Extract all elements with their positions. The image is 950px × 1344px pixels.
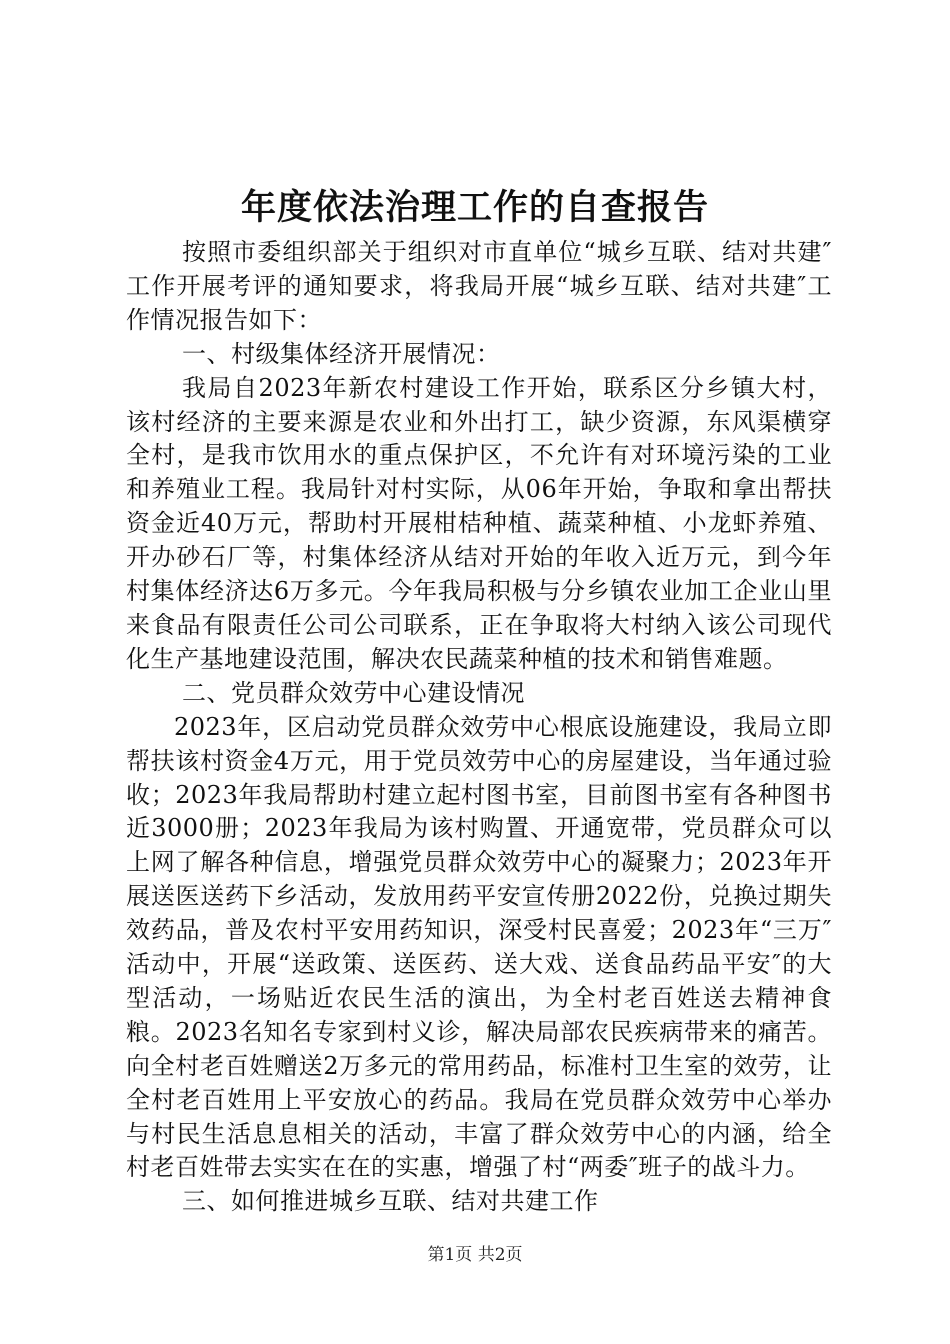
section-heading-2: 二、党员群众效劳中心建设情况 — [182, 678, 525, 707]
section-heading-3: 三、如何推进城乡互联、结对共建工作 — [182, 1187, 599, 1216]
document-title: 年度依法治理工作的自查报告 — [240, 187, 709, 228]
section-1-paragraph: 我局自2023年新农村建设工作开始，联系区分乡镇大村，该村经济的主要来源是农业和外出打工，缺少资源，东风渠横穿全村，是我市饮用水的重点保护区，不允许有对环境污染的工业和养殖业工程。我局针对村实际，从06年开始，争取和拿出帮扶资金近40万元，帮助村开展柑桔种植、蔬菜种植、小龙虾养殖、开办砂石厂等，村集体经济从结对开始的年收入近万元，到今年村集体经济达6万多元。今年我局积极与分乡镇农业加工企业山里来食品有限责任公司公司联系，正在争取将大村纳入该公司现代化生产基地建设范围，解决农民蔬菜种植的技术和销售难题。 — [126, 373, 832, 673]
page-footer: 第1页 共2页 — [427, 1245, 523, 1265]
document-body — [126, 236, 832, 1219]
section-heading-1: 一、村级集体经济开展情况： — [182, 339, 501, 368]
intro-paragraph: 按照市委组织部关于组织对市直单位“城乡互联、结对共建″工作开展考评的通知要求，将我局开展“城乡互联、结对共建″工作情况报告如下： — [126, 238, 832, 334]
section-2-paragraph: 2023年，区启动党员群众效劳中心根底设施建设，我局立即帮扶该村资金4万元，用于党员效劳中心的房屋建设，当年通过验收；2023年我局帮助村建立起村图书室，目前图书室有各种图书近3000册；2023年我局为该村购置、开通宽带，党员群众可以上网了解各种信息，增强党员群众效劳中心的凝聚力；2023年开展送医送药下乡活动，发放用药平安宣传册2022份，兑换过期失效药品，普及农村平安用药知识，深受村民喜爱；2023年“三万″活动中，开展“送政策、送医药、送大戏、送食品药品平安″的大型活动，一场贴近农民生活的演出，为全村老百姓送去精神食粮。2023名知名专家到村义诊，解决局部农民疾病带来的痛苦。向全村老百姓赠送2万多元的常用药品，标准村卫生室的效劳，让全村老百姓用上平安放心的药品。我局在党员群众效劳中心举办与村民生活息息相关的活动，丰富了群众效劳中心的内涵，给全村老百姓带去实实在在的实惠，增强了村“两委″班子的战斗力。 — [126, 712, 832, 1182]
